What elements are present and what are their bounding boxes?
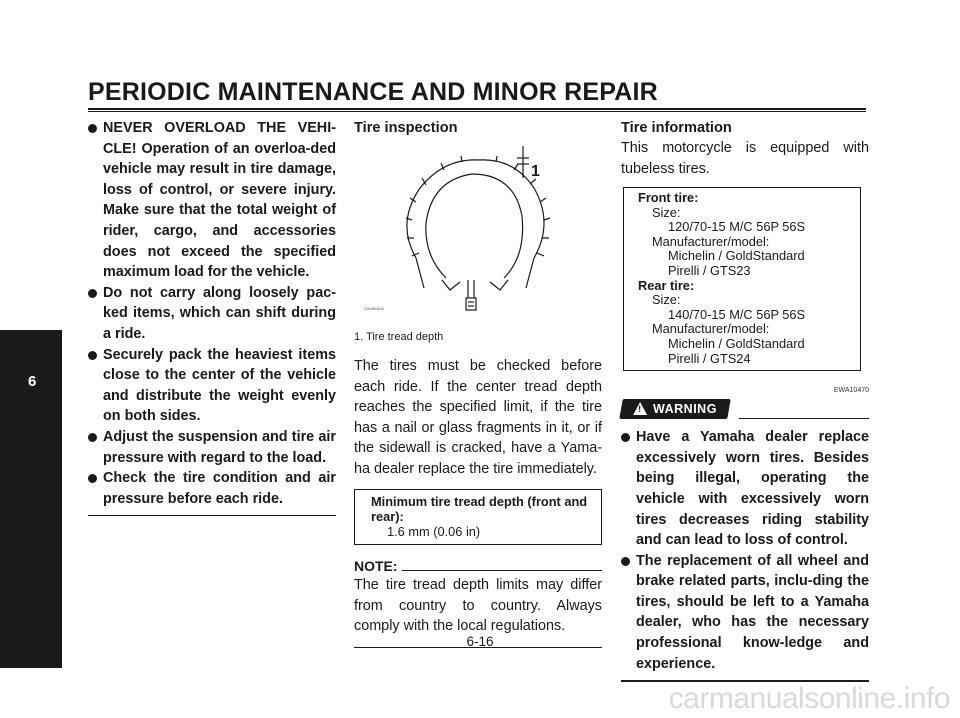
tire-tread-figure [354,138,602,318]
tire-information-intro: This motorcycle is equipped with tubeless tires. [621,140,869,177]
section-end-rule [88,515,336,516]
watermark: carmanualsonline.info [668,682,950,715]
warning-triangle-icon [633,402,647,415]
list-item: Check the tire condition and air pressure before each ride. [88,468,336,509]
right-column [621,118,869,682]
front-tire-label: Front tire: [638,190,699,205]
tread-depth-spec-box [354,489,602,545]
front-model-1: Michelin / GoldStandard [668,248,805,264]
list-item: The replacement of all wheel and brake related parts, inclu-ding the tires, should be left to a Yamaha dealer, who has the necessary professional know-ledge and experience. [621,551,869,675]
tire-spec-box [623,187,861,371]
rear-size-label: Size: [652,292,681,308]
warning-rule [739,418,869,419]
warning-label: WARNING [653,402,717,417]
rear-manufacturer-label: Manufacturer/model: [652,321,770,337]
tread-depth-callout: 1 [531,163,540,180]
middle-column [354,118,602,648]
warning-code: EWA10470 [833,387,869,395]
figure-code: ZAUM0640 [364,306,385,311]
page-number: 6-16 [466,634,494,649]
note-label: NOTE: [354,558,398,574]
inspection-paragraph: The tires must be checked before each ride. If the center tread depth reaches the specified limit, if the tire has a nail or glass fragments in it, or if the sidewall is cracked, have a Yama-ha dealer replace the tire immediately. [354,358,602,477]
front-model-2: Pirelli / GTS23 [668,262,751,278]
tire-cross-section-illustration [354,138,602,318]
tire-information-heading: Tire information [621,120,732,136]
spec-label: Minimum tire tread depth (front and rear): [371,494,588,524]
front-size-value: 120/70-15 M/C 56P 56S [668,219,806,235]
chapter-tab-number: 6 [28,373,37,390]
list-item: Have a Yamaha dealer replace excessively worn tires. Besides being illegal, operating the vehicle with excessively worn tires decreases riding stability and can lead to loss of control. [621,427,869,551]
rear-tire-label: Rear tire: [638,277,695,293]
rear-size-value: 140/70-15 M/C 56P 56S [668,306,806,322]
list-item: Do not carry along loosely pac-ked items, which can shift during a ride. [88,283,336,345]
page-title: PERIODIC MAINTENANCE AND MINOR REPAIR [88,78,658,106]
tire-inspection-heading: Tire inspection [354,120,458,136]
front-size-label: Size: [652,204,681,220]
rear-model-1: Michelin / GoldStandard [668,335,805,351]
rear-model-2: Pirelli / GTS24 [668,350,751,366]
note-text: The tire tread depth limits may differ from country to country. Always comply with the local regulations. [354,577,602,634]
left-column [88,118,336,516]
note-header [354,557,602,575]
list-item: Adjust the suspension and tire air pressure with regard to the load. [88,427,336,468]
list-item: NEVER OVERLOAD THE VEHI-CLE! Operation of an overloa-ded vehicle may result in tire damage, loss of control, or severe injury. Make sure that the total weight of rider, cargo, and accessories does not exceed the specified maximum load for the vehicle. [88,118,336,283]
overload-warning-list [88,118,336,509]
front-manufacturer-label: Manufacturer/model: [652,233,770,249]
note-rule [402,570,602,571]
list-item: Securely pack the heaviest items close to the center of the vehicle and distribute the weight evenly on both sides. [88,345,336,427]
warning-header [621,399,869,419]
header-rule [88,108,866,112]
figure-caption: 1. Tire tread depth [354,331,444,343]
spec-value: 1.6 mm (0.06 in) [387,524,481,539]
warning-badge [619,399,730,419]
